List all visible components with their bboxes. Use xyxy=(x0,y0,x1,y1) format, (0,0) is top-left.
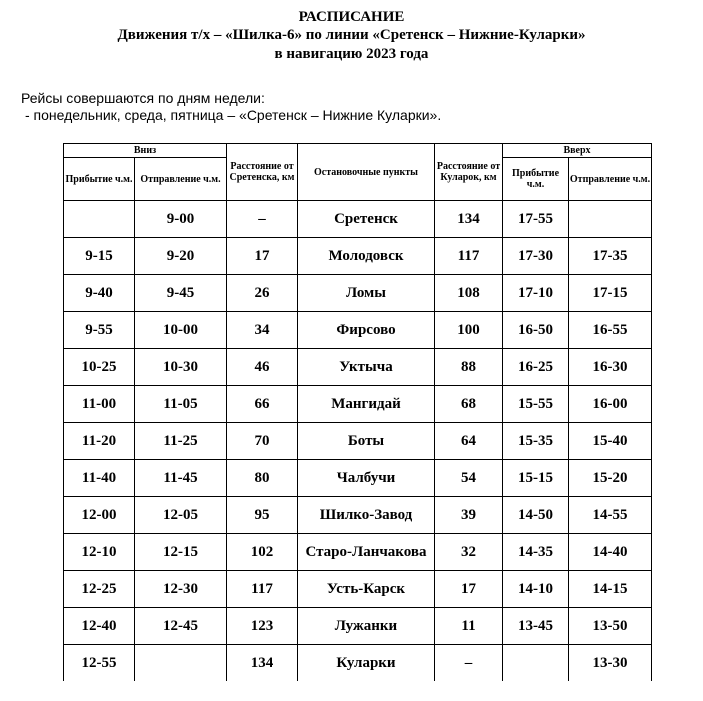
table-row xyxy=(64,349,652,386)
group-header-down: Вниз xyxy=(64,144,227,158)
cell-stop-name: Чалбучи xyxy=(298,460,435,497)
cell-arrival-up: 17-30 xyxy=(503,238,569,275)
col-header-dist-kularki: Расстояние от Куларок, км xyxy=(435,144,503,201)
cell-dist-kularki: 64 xyxy=(435,423,503,460)
cell-dist-sretensk: 26 xyxy=(227,275,298,312)
cell-dist-kularki: 39 xyxy=(435,497,503,534)
cell-stop-name: Усть-Карск xyxy=(298,571,435,608)
cell-departure-up xyxy=(569,201,652,238)
col-header-arrival-down: Прибытие ч.м. xyxy=(64,158,135,201)
col-header-departure-up: Отправление ч.м. xyxy=(569,158,652,201)
cell-dist-kularki: 68 xyxy=(435,386,503,423)
cell-dist-sretensk: 17 xyxy=(227,238,298,275)
cell-departure-down: 11-05 xyxy=(135,386,227,423)
cell-stop-name: Ломы xyxy=(298,275,435,312)
cell-departure-down: 10-00 xyxy=(135,312,227,349)
cell-dist-kularki: 134 xyxy=(435,201,503,238)
cell-arrival-up: 14-50 xyxy=(503,497,569,534)
cell-arrival-down: 12-55 xyxy=(64,645,135,682)
table-row xyxy=(64,608,652,645)
cell-departure-down: 12-05 xyxy=(135,497,227,534)
table-row xyxy=(64,571,652,608)
cell-arrival-down: 12-00 xyxy=(64,497,135,534)
cell-departure-down: 12-30 xyxy=(135,571,227,608)
cell-departure-down: 11-45 xyxy=(135,460,227,497)
cell-departure-up: 16-30 xyxy=(569,349,652,386)
cell-arrival-up: 17-10 xyxy=(503,275,569,312)
cell-departure-up: 17-35 xyxy=(569,238,652,275)
cell-arrival-up: 14-10 xyxy=(503,571,569,608)
cell-departure-up: 16-00 xyxy=(569,386,652,423)
cell-dist-kularki: – xyxy=(435,645,503,682)
cell-departure-up: 15-40 xyxy=(569,423,652,460)
cell-stop-name: Сретенск xyxy=(298,201,435,238)
cell-dist-sretensk: 134 xyxy=(227,645,298,682)
cell-arrival-up: 13-45 xyxy=(503,608,569,645)
cell-arrival-down: 9-15 xyxy=(64,238,135,275)
cell-stop-name: Молодовск xyxy=(298,238,435,275)
cell-stop-name: Боты xyxy=(298,423,435,460)
cell-arrival-down: 9-40 xyxy=(64,275,135,312)
cell-arrival-up: 16-25 xyxy=(503,349,569,386)
cell-arrival-up: 15-15 xyxy=(503,460,569,497)
cell-dist-sretensk: 70 xyxy=(227,423,298,460)
table-row xyxy=(64,423,652,460)
cell-dist-kularki: 100 xyxy=(435,312,503,349)
schedule-note: Рейсы совершаются по дням недели: xyxy=(21,90,265,106)
cell-dist-kularki: 108 xyxy=(435,275,503,312)
table-row xyxy=(64,238,652,275)
group-header-up: Вверх xyxy=(503,144,652,158)
cell-stop-name: Уктыча xyxy=(298,349,435,386)
cell-departure-up: 13-30 xyxy=(569,645,652,682)
table-row xyxy=(64,312,652,349)
cell-dist-sretensk: 66 xyxy=(227,386,298,423)
table-row xyxy=(64,645,652,682)
cell-departure-down: 12-45 xyxy=(135,608,227,645)
cell-arrival-down: 12-40 xyxy=(64,608,135,645)
cell-arrival-up: 17-55 xyxy=(503,201,569,238)
cell-dist-sretensk: 80 xyxy=(227,460,298,497)
cell-arrival-down: 10-25 xyxy=(64,349,135,386)
cell-stop-name: Мангидай xyxy=(298,386,435,423)
cell-stop-name: Фирсово xyxy=(298,312,435,349)
cell-departure-down: 10-30 xyxy=(135,349,227,386)
cell-dist-kularki: 88 xyxy=(435,349,503,386)
col-header-departure-down: Отправление ч.м. xyxy=(135,158,227,201)
cell-dist-kularki: 17 xyxy=(435,571,503,608)
cell-departure-down: 11-25 xyxy=(135,423,227,460)
cell-arrival-down xyxy=(64,201,135,238)
table-row xyxy=(64,275,652,312)
table-row xyxy=(64,497,652,534)
cell-departure-down: 9-00 xyxy=(135,201,227,238)
cell-departure-down: 9-20 xyxy=(135,238,227,275)
cell-dist-sretensk: 95 xyxy=(227,497,298,534)
cell-arrival-down: 9-55 xyxy=(64,312,135,349)
cell-stop-name: Куларки xyxy=(298,645,435,682)
cell-arrival-down: 12-25 xyxy=(64,571,135,608)
page-title: РАСПИСАНИЕ xyxy=(298,9,405,25)
cell-dist-sretensk: 46 xyxy=(227,349,298,386)
table-row xyxy=(64,460,652,497)
cell-dist-sretensk: – xyxy=(227,201,298,238)
cell-departure-up: 16-55 xyxy=(569,312,652,349)
cell-arrival-up: 14-35 xyxy=(503,534,569,571)
cell-departure-up: 14-40 xyxy=(569,534,652,571)
cell-dist-sretensk: 102 xyxy=(227,534,298,571)
col-header-dist-sretensk: Расстояние от Сретенска, км xyxy=(227,144,298,201)
page-subtitle: Движения т/х – «Шилка-6» по линии «Сретенск – Нижние-Куларки» xyxy=(117,27,586,43)
cell-arrival-up: 15-55 xyxy=(503,386,569,423)
table-row xyxy=(64,201,652,238)
cell-stop-name: Лужанки xyxy=(298,608,435,645)
cell-arrival-up: 16-50 xyxy=(503,312,569,349)
cell-stop-name: Шилко-Завод xyxy=(298,497,435,534)
schedule-table xyxy=(63,143,652,681)
cell-dist-kularki: 11 xyxy=(435,608,503,645)
cell-dist-kularki: 117 xyxy=(435,238,503,275)
cell-departure-down xyxy=(135,645,227,682)
cell-arrival-down: 11-00 xyxy=(64,386,135,423)
cell-arrival-down: 11-20 xyxy=(64,423,135,460)
cell-stop-name: Старо-Ланчакова xyxy=(298,534,435,571)
cell-arrival-down: 12-10 xyxy=(64,534,135,571)
cell-departure-up: 14-55 xyxy=(569,497,652,534)
cell-dist-sretensk: 34 xyxy=(227,312,298,349)
col-header-arrival-up: Прибытие ч.м. xyxy=(503,158,569,201)
cell-dist-sretensk: 117 xyxy=(227,571,298,608)
cell-departure-up: 13-50 xyxy=(569,608,652,645)
cell-departure-down: 9-45 xyxy=(135,275,227,312)
page-subtitle-year: в навигацию 2023 года xyxy=(274,46,429,62)
cell-dist-kularki: 32 xyxy=(435,534,503,571)
cell-arrival-up: 15-35 xyxy=(503,423,569,460)
cell-departure-down: 12-15 xyxy=(135,534,227,571)
cell-departure-up: 17-15 xyxy=(569,275,652,312)
col-header-stops: Остановочные пункты xyxy=(298,144,435,201)
table-row xyxy=(64,534,652,571)
cell-dist-kularki: 54 xyxy=(435,460,503,497)
schedule-note-days: - понедельник, среда, пятница – «Сретенск – Нижние Куларки». xyxy=(25,107,442,123)
cell-arrival-up xyxy=(503,645,569,682)
cell-arrival-down: 11-40 xyxy=(64,460,135,497)
table-row xyxy=(64,386,652,423)
cell-dist-sretensk: 123 xyxy=(227,608,298,645)
cell-departure-up: 14-15 xyxy=(569,571,652,608)
cell-departure-up: 15-20 xyxy=(569,460,652,497)
